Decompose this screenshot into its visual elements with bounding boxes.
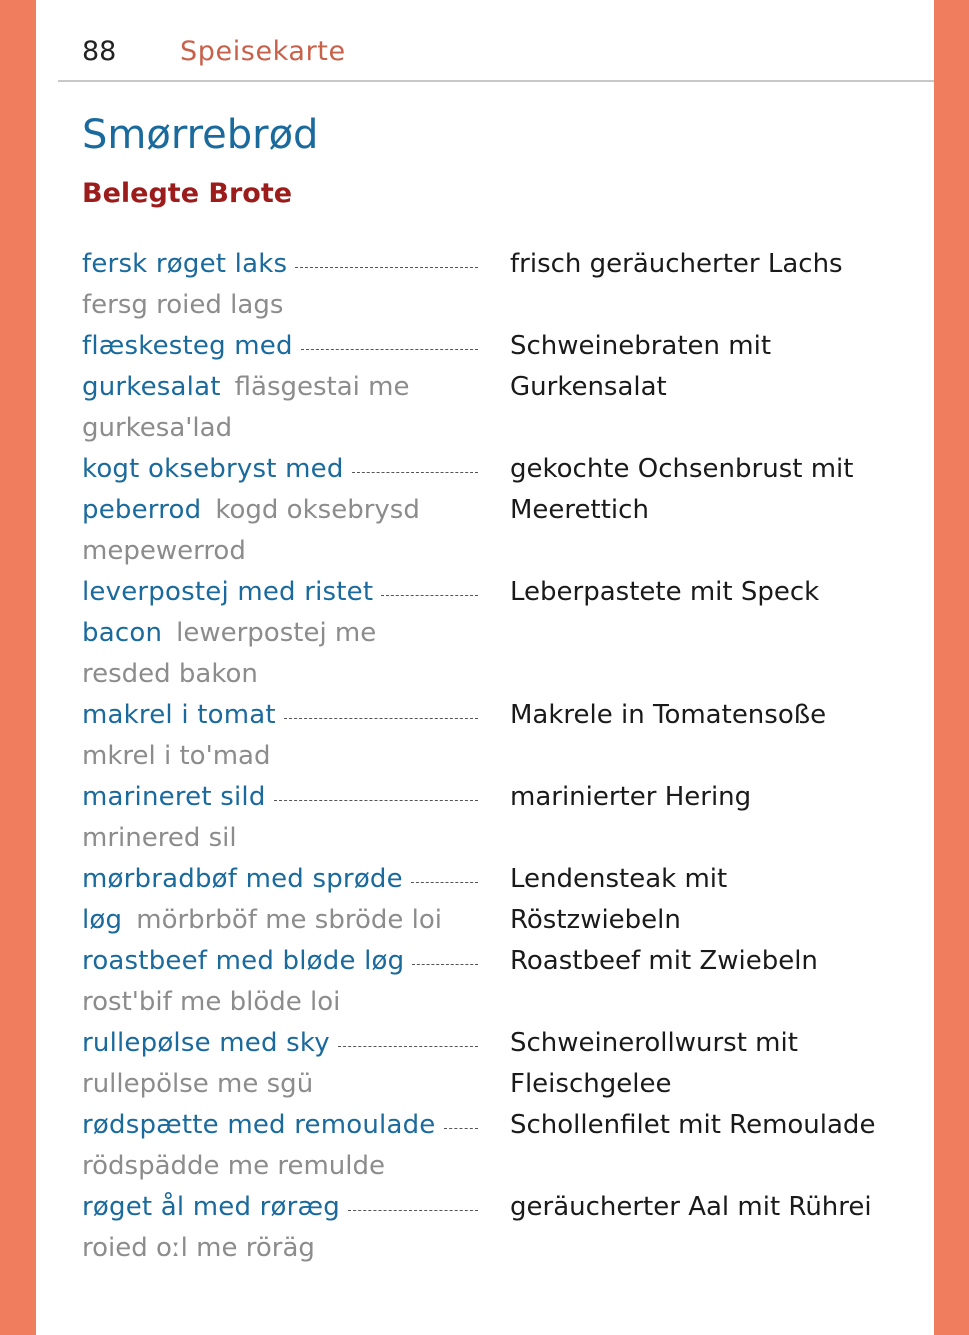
pronunciation-text: lewerpostej me	[176, 618, 377, 648]
danish-term	[82, 859, 478, 941]
pronunciation-text: fersg roied lags	[82, 290, 284, 320]
danish-text: fersk røget laks	[82, 249, 288, 279]
term-line	[82, 613, 478, 654]
danish-term	[82, 572, 478, 695]
german-translation	[510, 244, 912, 285]
danish-text: mørbradbøf med sprøde	[82, 864, 403, 894]
dotted-leader	[274, 799, 478, 801]
danish-text: roastbeef med bløde løg	[82, 946, 405, 976]
term-line	[82, 449, 478, 490]
pronunciation-text: resded bakon	[82, 659, 258, 689]
danish-term	[82, 941, 478, 1023]
translation-line: Lendensteak mit	[510, 864, 728, 894]
danish-term	[82, 244, 478, 326]
menu-entry	[82, 326, 912, 449]
term-line	[82, 982, 478, 1023]
german-translation	[510, 859, 912, 941]
pronunciation-text: mkrel i to'mad	[82, 741, 271, 771]
term-line	[82, 1187, 478, 1228]
menu-entry	[82, 941, 912, 1023]
dotted-leader	[381, 594, 478, 596]
menu-entry-list	[82, 244, 912, 1269]
menu-entry	[82, 449, 912, 572]
translation-line: frisch geräucherter Lachs	[510, 249, 843, 279]
danish-text: rullepølse med sky	[82, 1028, 330, 1058]
danish-term	[82, 326, 478, 449]
menu-entry	[82, 1187, 912, 1269]
term-line	[82, 1228, 478, 1269]
translation-line: marinierter Hering	[510, 782, 752, 812]
dotted-leader	[338, 1045, 478, 1047]
header-divider	[58, 80, 934, 82]
translation-line: Schweinebraten mit	[510, 331, 772, 361]
german-translation	[510, 1105, 912, 1146]
dotted-leader	[284, 717, 478, 719]
danish-term	[82, 449, 478, 572]
menu-entry	[82, 572, 912, 695]
translation-line: gekochte Ochsenbrust mit	[510, 454, 854, 484]
german-translation	[510, 326, 912, 408]
term-line	[82, 1064, 478, 1105]
pronunciation-text: mrinered sil	[82, 823, 237, 853]
dotted-leader	[348, 1209, 478, 1211]
right-border-bar	[934, 0, 969, 1335]
translation-line: Gurkensalat	[510, 372, 667, 402]
translation-line: Schweinerollwurst mit	[510, 1028, 798, 1058]
danish-text: bacon	[82, 618, 163, 648]
term-line	[82, 244, 478, 285]
german-translation	[510, 1023, 912, 1105]
translation-line: Fleischgelee	[510, 1069, 672, 1099]
german-translation	[510, 449, 912, 531]
pronunciation-text: fläsgestai me	[234, 372, 410, 402]
pronunciation-text: rullepölse me sgü	[82, 1069, 314, 1099]
danish-text: røget ål med røræg	[82, 1192, 340, 1222]
term-line	[82, 941, 478, 982]
german-translation	[510, 572, 912, 613]
translation-line: Röstzwiebeln	[510, 905, 681, 935]
pronunciation-text: roied oːl me röräg	[82, 1233, 315, 1263]
pronunciation-text: gurkesa'lad	[82, 413, 233, 443]
danish-text: kogt oksebryst med	[82, 454, 344, 484]
term-line	[82, 736, 478, 777]
menu-entry	[82, 1105, 912, 1187]
danish-text: peberrod	[82, 495, 202, 525]
menu-entry	[82, 695, 912, 777]
dotted-leader	[411, 881, 478, 883]
pronunciation-text: mepewerrod	[82, 536, 246, 566]
term-line	[82, 1105, 478, 1146]
term-line	[82, 285, 478, 326]
danish-text: løg	[82, 905, 123, 935]
german-translation	[510, 941, 912, 982]
menu-entry	[82, 777, 912, 859]
pronunciation-text: rödspädde me remulde	[82, 1151, 386, 1181]
translation-line: Schollenfilet mit Remoulade	[510, 1110, 876, 1140]
term-line	[82, 490, 478, 531]
page-subtitle: Belegte Brote	[82, 178, 293, 209]
danish-text: flæskesteg med	[82, 331, 293, 361]
term-line	[82, 572, 478, 613]
dotted-leader	[444, 1127, 478, 1129]
page-number: 88	[82, 36, 117, 67]
section-label: Speisekarte	[180, 36, 346, 67]
danish-term	[82, 1187, 478, 1269]
menu-entry	[82, 1023, 912, 1105]
danish-text: leverpostej med ristet	[82, 577, 374, 607]
menu-entry	[82, 859, 912, 941]
danish-term	[82, 695, 478, 777]
pronunciation-text: kogd oksebrysd	[215, 495, 420, 525]
term-line	[82, 326, 478, 367]
term-line	[82, 1146, 478, 1187]
danish-term	[82, 1105, 478, 1187]
term-line	[82, 408, 478, 449]
translation-line: Meerettich	[510, 495, 649, 525]
danish-term	[82, 1023, 478, 1105]
danish-text: marineret sild	[82, 782, 266, 812]
danish-text: gurkesalat	[82, 372, 221, 402]
danish-text: rødspætte med remoulade	[82, 1110, 436, 1140]
pronunciation-text: mörbrböf me sbröde loi	[136, 905, 442, 935]
danish-term	[82, 777, 478, 859]
dotted-leader	[412, 963, 478, 965]
term-line	[82, 531, 478, 572]
term-line	[82, 654, 478, 695]
german-translation	[510, 695, 912, 736]
term-line	[82, 695, 478, 736]
term-line	[82, 900, 478, 941]
danish-text: makrel i tomat	[82, 700, 276, 730]
page-title: Smørrebrød	[82, 112, 319, 158]
term-line	[82, 859, 478, 900]
german-translation	[510, 777, 912, 818]
dotted-leader	[352, 471, 478, 473]
dotted-leader	[301, 348, 478, 350]
term-line	[82, 1023, 478, 1064]
dotted-leader	[295, 266, 478, 268]
translation-line: Leberpastete mit Speck	[510, 577, 820, 607]
left-border-bar	[0, 0, 36, 1335]
menu-entry	[82, 244, 912, 326]
term-line	[82, 777, 478, 818]
translation-line: Roastbeef mit Zwiebeln	[510, 946, 818, 976]
translation-line: geräucherter Aal mit Rührei	[510, 1192, 872, 1222]
pronunciation-text: rost'bif me blöde loi	[82, 987, 341, 1017]
translation-line: Makrele in Tomatensoße	[510, 700, 827, 730]
term-line	[82, 818, 478, 859]
term-line	[82, 367, 478, 408]
german-translation	[510, 1187, 912, 1228]
